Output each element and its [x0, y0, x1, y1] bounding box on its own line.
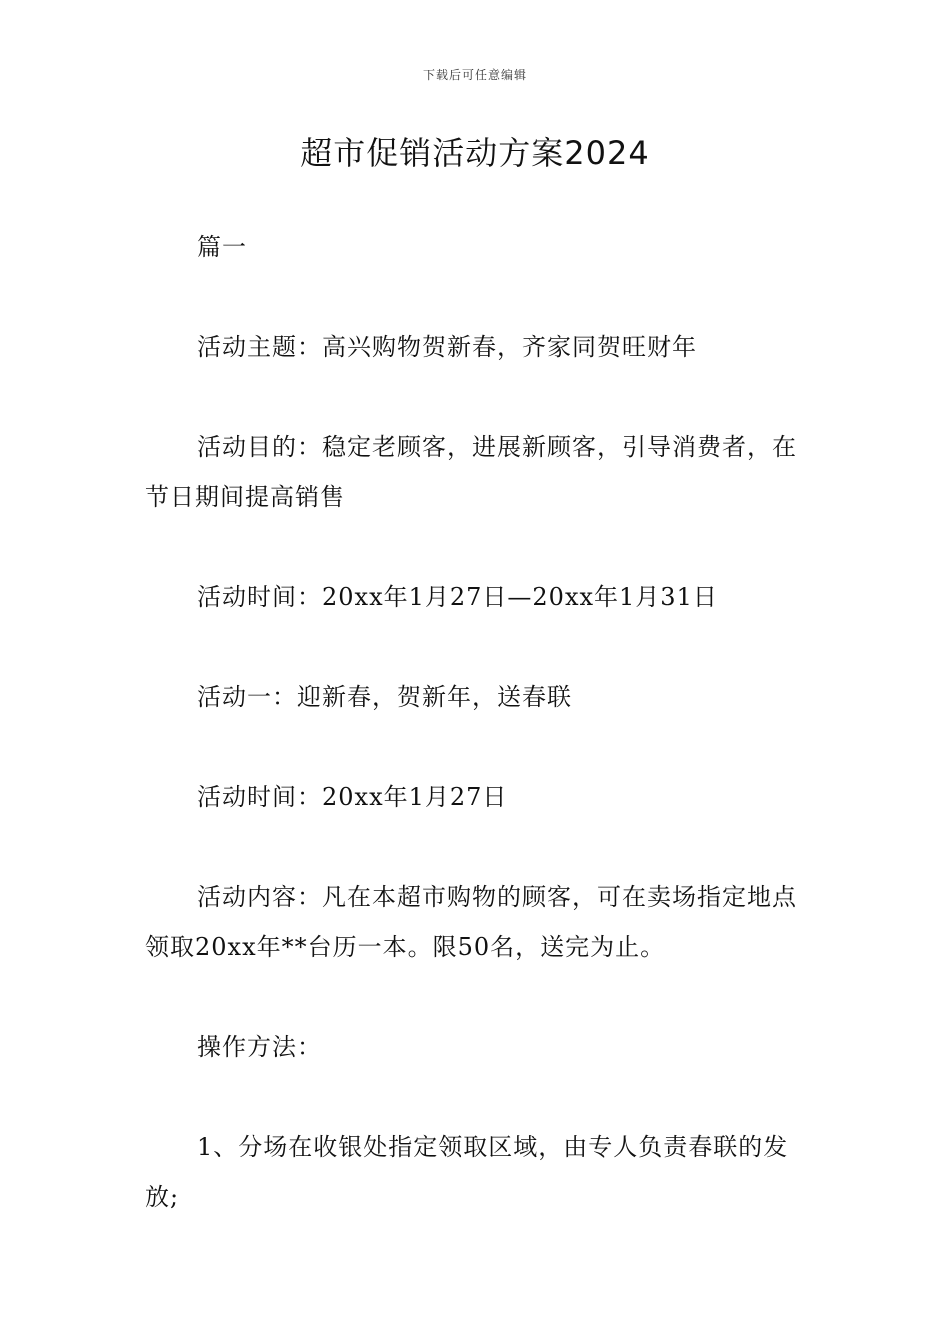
paragraph-operation-method: 操作方法：: [197, 1033, 322, 1061]
paragraph-activity-one-time: 活动时间：20xx年1月27日: [197, 783, 508, 811]
paragraph-activity-content: 活动内容：凡在本超市购物的顾客，可在卖场指定地点领取20xx年**台历一本。限50名，送完为止。: [145, 883, 797, 961]
header-note: 下载后可任意编辑: [422, 68, 527, 82]
paragraph-section-label: 篇一: [197, 233, 247, 261]
paragraph-activity-theme: 活动主题：高兴购物贺新春，齐家同贺旺财年: [197, 333, 697, 361]
document-title: 超市促销活动方案2024: [300, 134, 650, 172]
paragraph-activity-one: 活动一：迎新春，贺新年，送春联: [197, 683, 572, 711]
paragraph-activity-purpose: 活动目的：稳定老顾客，进展新顾客，引导消费者，在节日期间提高销售: [145, 433, 797, 511]
paragraph-activity-time: 活动时间：20xx年1月27日—20xx年1月31日: [197, 583, 718, 611]
paragraph-step-one: 1、分场在收银处指定领取区域，由专人负责春联的发放;: [145, 1133, 789, 1211]
